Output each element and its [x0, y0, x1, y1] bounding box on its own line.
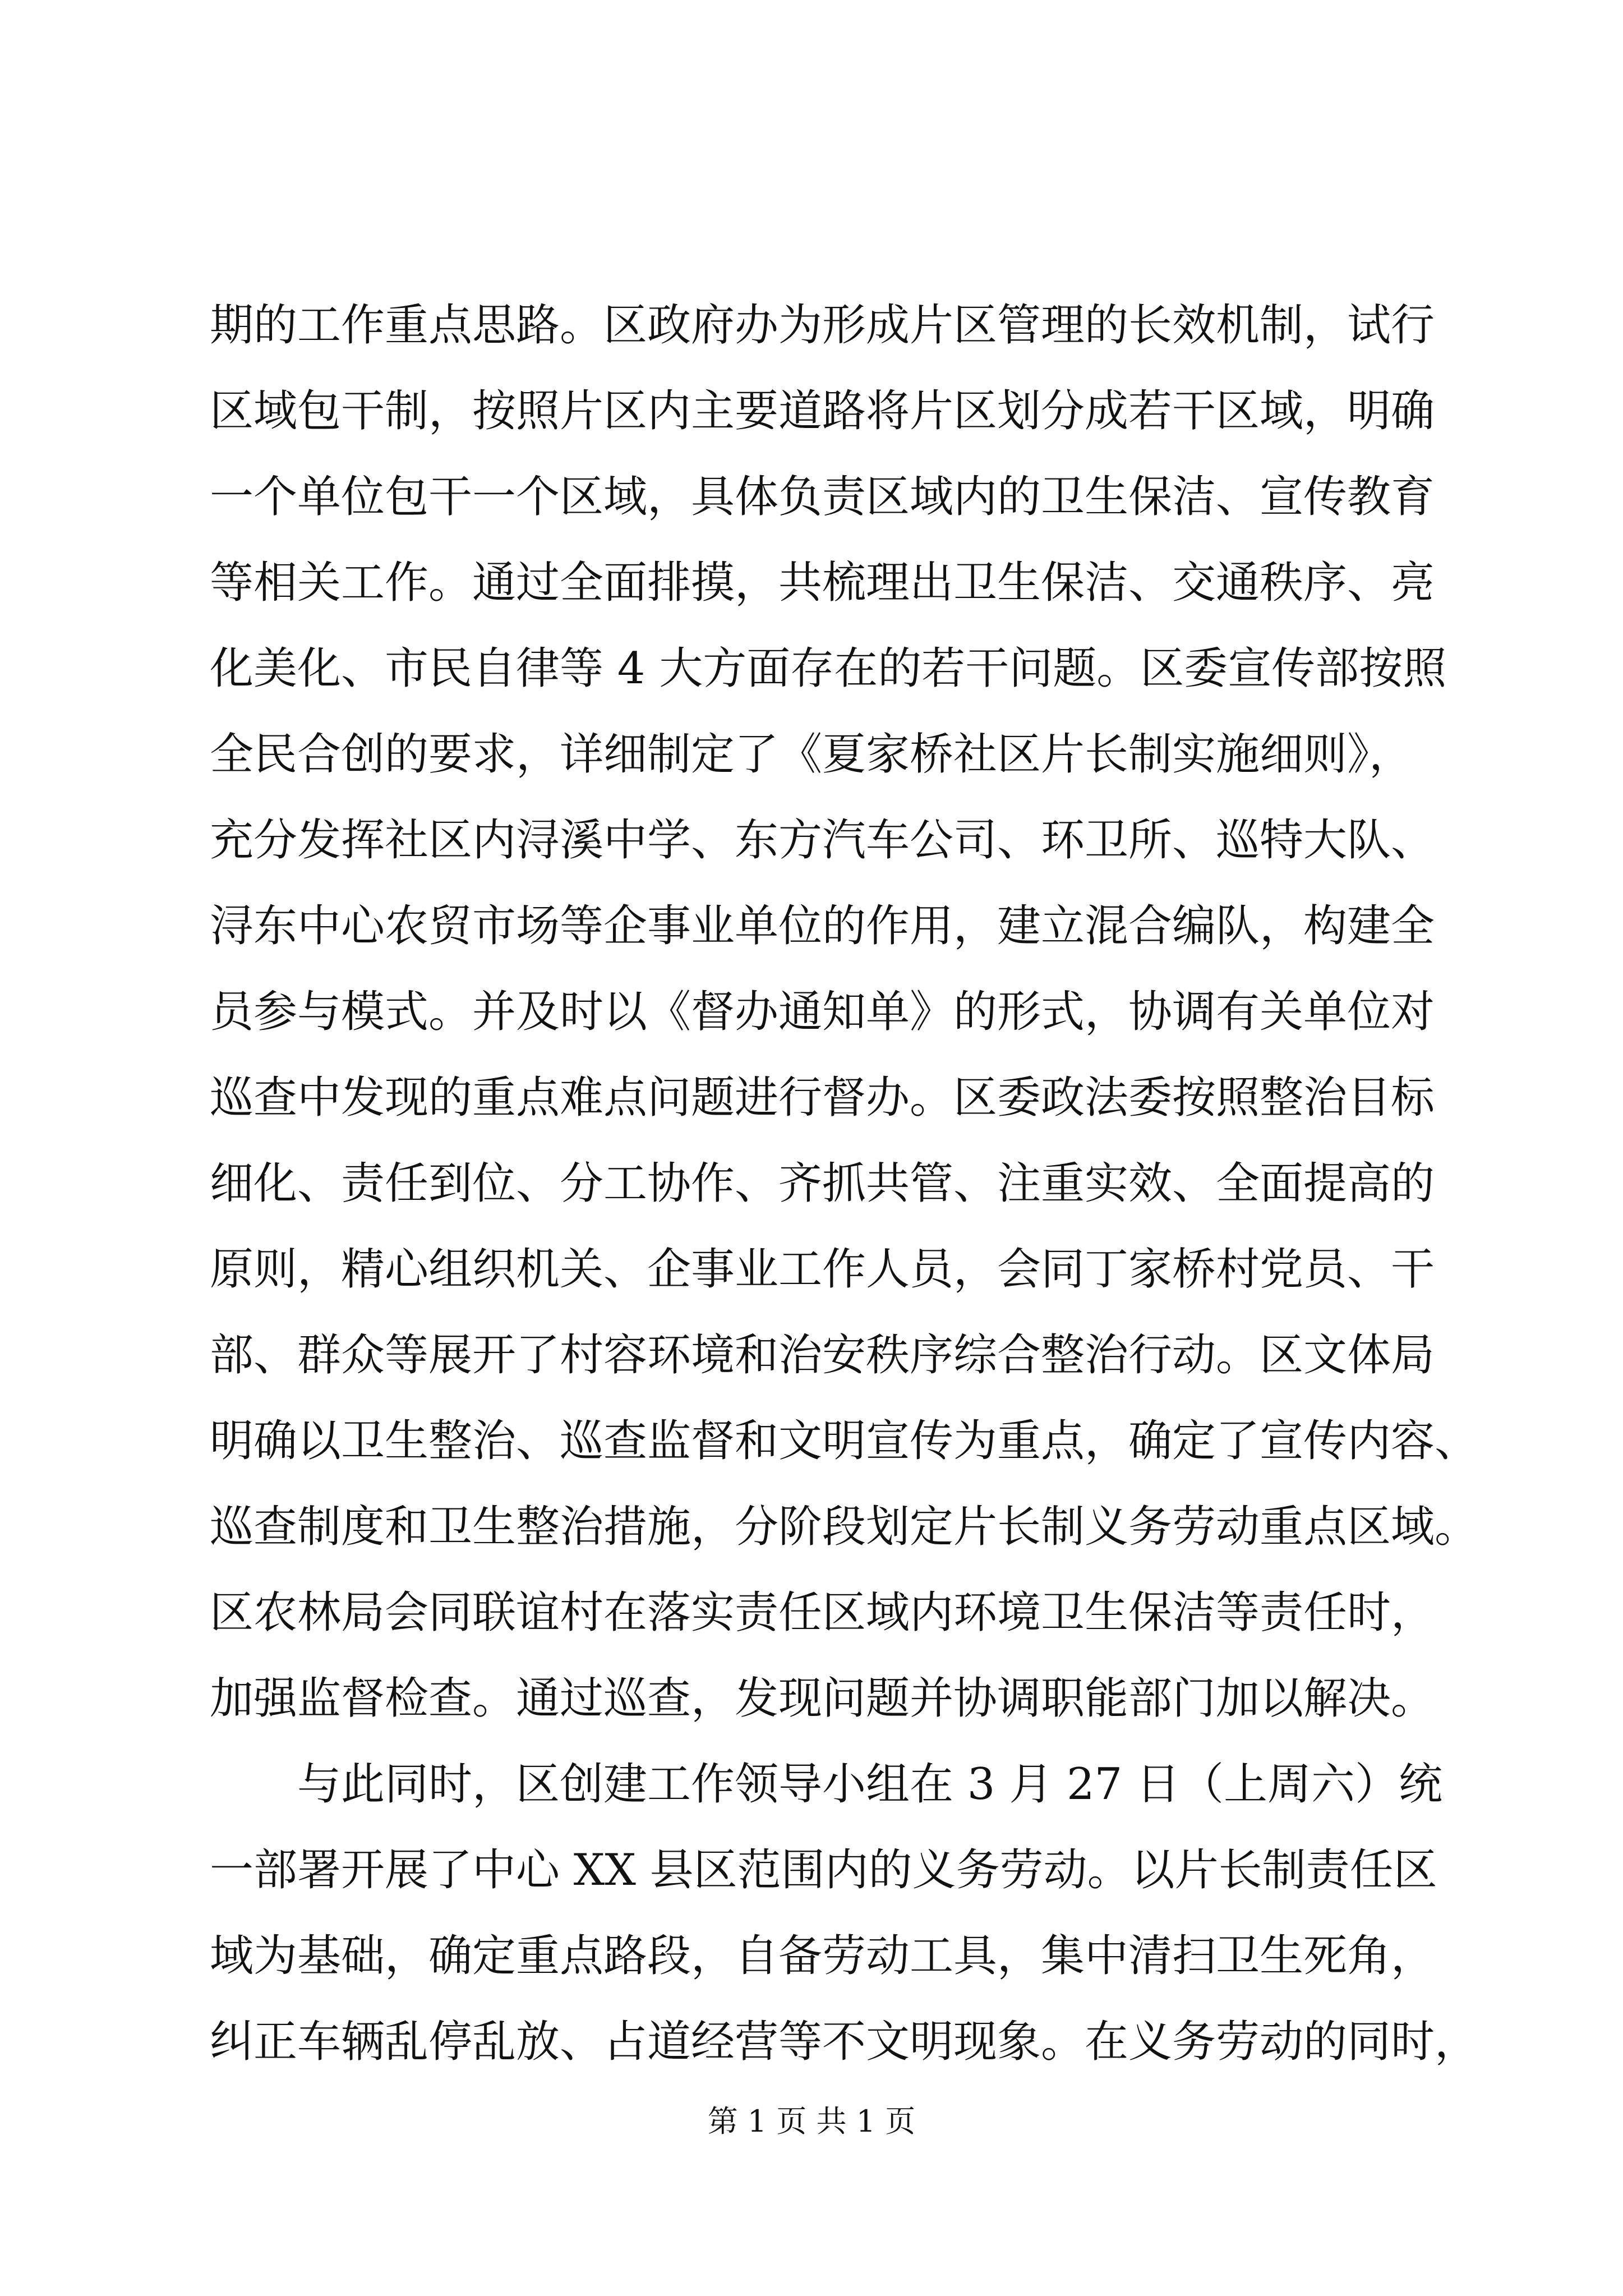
text-line: 一部署开展了中心 XX 县区范围内的义务劳动。以片长制责任区 — [210, 1845, 1437, 1895]
text-line: 巡查中发现的重点难点问题进行督办。区委政法委按照整治目标 — [210, 1073, 1435, 1123]
text-line: 细化、责任到位、分工协作、齐抓共管、注重实效、全面提高的 — [210, 1158, 1435, 1209]
text-line: 明确以卫生整治、巡查监督和文明宣传为重点，确定了宣传内容、 — [210, 1416, 1479, 1466]
text-line: 加强监督检查。通过巡查，发现问题并协调职能部门加以解决。 — [210, 1673, 1435, 1724]
text-line: 区农林局会同联谊村在落实责任区域内环境卫生保洁等责任时， — [210, 1588, 1435, 1638]
text-line: 员参与模式。并及时以《督办通知单》的形式，协调有关单位对 — [210, 987, 1435, 1037]
text-line: 全民合创的要求，详细制定了《夏家桥社区片长制实施细则》， — [210, 729, 1413, 780]
page-footer: 第 1 页 共 1 页 — [707, 2104, 916, 2139]
text-line: 域为基础，确定重点路段，自备劳动工具，集中清扫卫生死角， — [210, 1931, 1435, 1981]
text-line: 巡查制度和卫生整治措施，分阶段划定片长制义务劳动重点区域。 — [210, 1502, 1479, 1552]
text-line: 纠正车辆乱停乱放、占道经营等不文明现象。在义务劳动的同时， — [210, 2017, 1479, 2067]
text-line: 化美化、市民自律等 4 大方面存在的若干问题。区委宣传部按照 — [210, 643, 1447, 694]
text-line: 期的工作重点思路。区政府办为形成片区管理的长效机制，试行 — [210, 300, 1435, 351]
paragraph-first-line: 与此同时，区创建工作领导小组在 3 月 27 日（上周六）统 — [297, 1759, 1443, 1810]
text-line: 充分发挥社区内浔溪中学、东方汽车公司、环卫所、巡特大队、 — [210, 815, 1435, 866]
text-line: 浔东中心农贸市场等企事业单位的作用，建立混合编队，构建全 — [210, 901, 1435, 951]
text-line: 原则，精心组织机关、企事业工作人员，会同丁家桥村党员、干 — [210, 1244, 1435, 1295]
text-line: 等相关工作。通过全面排摸，共梳理出卫生保洁、交通秩序、亮 — [210, 558, 1435, 608]
text-line: 一个单位包干一个区域，具体负责区域内的卫生保洁、宣传教育 — [210, 472, 1435, 522]
text-line: 区域包干制，按照片区内主要道路将片区划分成若干区域，明确 — [210, 386, 1435, 436]
text-line: 部、群众等展开了村容环境和治安秩序综合整治行动。区文体局 — [210, 1330, 1435, 1381]
